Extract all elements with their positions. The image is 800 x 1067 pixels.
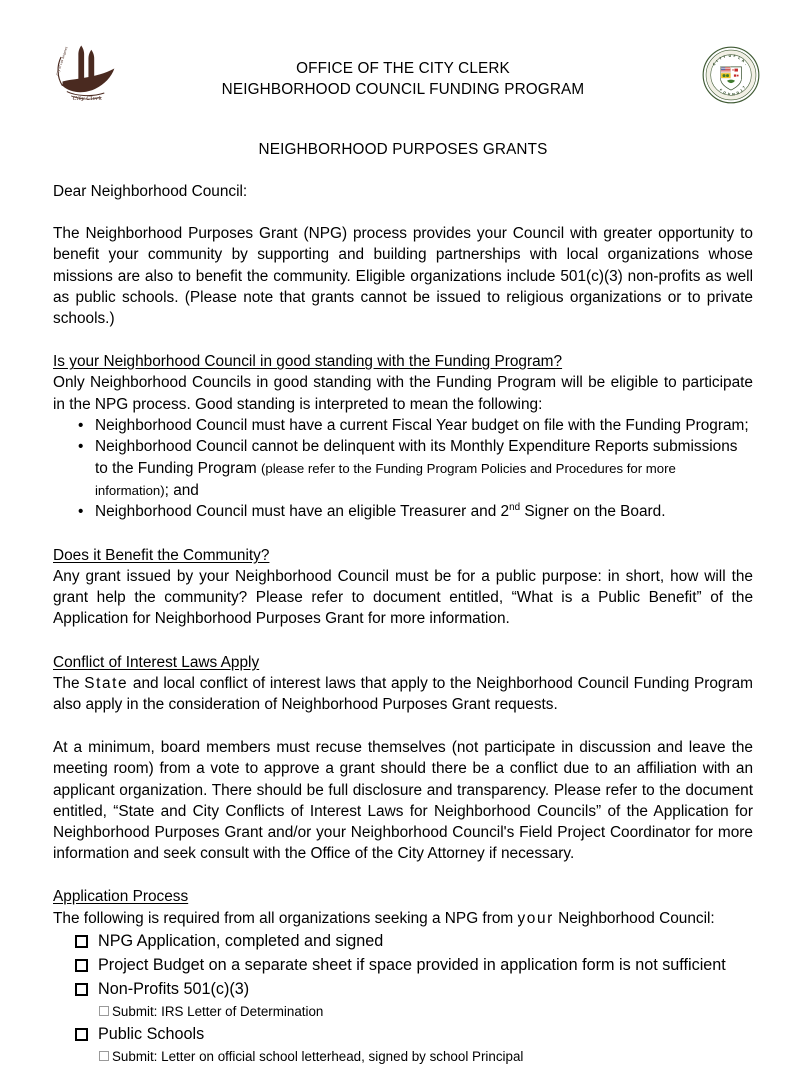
bullet-text-before-superscript: Neighborhood Council must have an eligible Treasurer and 2 [95, 503, 510, 521]
checklist-item[interactable] [53, 929, 753, 953]
bullet-text-parenthetical: (please refer to the Funding Program Policies and Procedures for more information) [95, 461, 676, 498]
svg-text:1: 1 [739, 88, 744, 93]
document-header [53, 0, 753, 108]
bullet-text-after-superscript: Signer on the Board. [520, 503, 666, 521]
checkbox-icon[interactable] [75, 1028, 88, 1041]
intro-paragraph: The Neighborhood Purposes Grant (NPG) process provides your Council with greater opportunity to benefit your community by supporting and building partnerships with local organizations whose missions are also to benefit the community. Eligible organizations include 501(c)(3) non-profits as well as public schools. (Please note that grants cannot be issued to religious organizations or to private schools.) [53, 225, 753, 328]
checklist-item[interactable] [53, 1022, 753, 1046]
svg-text:T: T [718, 56, 723, 61]
svg-text:F: F [733, 54, 736, 59]
application-body-before: The following is required from all organizations seeking a NPG from [53, 909, 518, 927]
section-body-application-process [53, 908, 753, 929]
bullet-text: Neighborhood Council must have a current Fiscal Year budget on file with the Funding Program; [95, 416, 749, 434]
section-body-conflict-of-interest [53, 673, 753, 715]
section-heading-benefit-community-text: Does it Benefit the Community? [53, 546, 270, 564]
section-body-conflict-of-interest-recusal: At a minimum, board members must recuse themselves (not participate in discussion and leave the meeting room) from a vote to approve a grant should there be a conflict due to an affiliation with an applicant organization. There should be full disclosure and transparency. Please refer to the document entitled, “State and City Conflicts of Interest Laws for Neighborhood Councils” of the Application for Neighborhood Purposes Grant and/or your Neighborhood Council's Field Project Coordinator for more information and seek consult with the Office of the City Attorney if necessary. [53, 739, 753, 863]
section-body-good-standing: Only Neighborhood Councils in good standing with the Funding Program will be eligible to participate in the NPG process. Good standing is interpreted to mean the following: [53, 374, 753, 413]
section-heading-conflict-of-interest [53, 652, 753, 673]
svg-text:O: O [722, 90, 727, 96]
svg-text:L: L [737, 55, 741, 61]
checklist-item-label: NPG Application, completed and signed [98, 931, 384, 950]
header-title-line-1: OFFICE OF THE CITY CLERK [296, 60, 510, 77]
checklist-item-label: Public Schools [98, 1024, 205, 1043]
section-heading-application-process-text: Application Process [53, 888, 189, 906]
checkbox-icon[interactable] [75, 935, 88, 948]
checklist-sub-item[interactable] [53, 1046, 753, 1067]
svg-text:A: A [740, 58, 746, 64]
bullet-dot-icon: • [78, 503, 84, 521]
bullet-dot-icon: • [78, 438, 84, 456]
checkbox-icon[interactable] [75, 983, 88, 996]
checklist-sub-item[interactable] [53, 1001, 753, 1022]
application-checklist [53, 929, 753, 1067]
checklist-item-label: Project Budget on a separate sheet if space provided in application form is not sufficient [98, 955, 726, 974]
checklist-sub-item-label: Submit: IRS Letter of Determination [112, 1003, 324, 1019]
document-content [53, 0, 753, 1067]
checkbox-outline-icon[interactable] [99, 1051, 109, 1061]
bullet-item [53, 415, 753, 437]
svg-text:City of Los Angeles: City of Los Angeles [55, 46, 69, 77]
bullet-item [53, 501, 753, 523]
header-title-line-2: NEIGHBORHOOD COUNCIL FUNDING PROGRAM [221, 81, 585, 98]
svg-text:I: I [715, 59, 719, 64]
checklist-item[interactable] [53, 953, 753, 977]
conflict-body-emphasis: State [84, 674, 129, 692]
salutation: Dear Neighborhood Council: [53, 183, 248, 200]
bullet-dot-icon: • [78, 416, 84, 434]
svg-text:U: U [727, 91, 731, 97]
checkbox-outline-icon[interactable] [99, 1006, 109, 1016]
svg-text:7: 7 [741, 85, 747, 90]
application-body-emphasis: your [517, 909, 554, 927]
section-heading-application-process [53, 886, 753, 907]
good-standing-bullet-list [53, 415, 753, 523]
document-subtitle: NEIGHBORHOOD PURPOSES GRANTS [258, 141, 548, 158]
bullet-item [53, 436, 753, 501]
conflict-body-lead: The [53, 674, 85, 692]
svg-text:D: D [736, 90, 740, 96]
conflict-body-rest: and local conflict of interest laws that apply to the Neighborhood Council Funding Program also apply in the consideration of Neighborhood Purposes Grant requests. [53, 674, 753, 714]
bullet-text-part-2: ; and [164, 481, 199, 499]
bullet-superscript: nd [509, 502, 521, 514]
section-heading-good-standing [53, 351, 753, 372]
application-body-after: Neighborhood Council: [553, 909, 715, 927]
checkbox-icon[interactable] [75, 959, 88, 972]
svg-text:O: O [728, 53, 732, 59]
section-heading-benefit-community [53, 545, 753, 566]
svg-text:.: . [744, 62, 748, 67]
svg-text:F: F [718, 87, 723, 93]
checklist-item[interactable] [53, 977, 753, 1001]
section-body-benefit-community: Any grant issued by your Neighborhood Council must be for a public purpose: in short, how will the grant help the community? Please refer to document entitled, “What is a Public Benefit” of the Application for Neighborhood Purposes Grant for more information. [53, 568, 753, 628]
bullet-text-part-1: Neighborhood Council cannot be delinquent with its Monthly Expenditure Reports submissions to the Funding Program [95, 438, 738, 478]
svg-text:N: N [732, 92, 735, 97]
section-heading-conflict-of-interest-text: Conflict of Interest Laws Apply [53, 653, 260, 671]
checklist-sub-item-label: Submit: Letter on official school letterhead, signed by school Principal [112, 1048, 524, 1064]
svg-text:C: C [711, 62, 717, 67]
svg-text:City Clerk: City Clerk [72, 96, 103, 103]
svg-text:Y: Y [722, 54, 726, 60]
header-title-block [53, 55, 753, 103]
section-heading-good-standing-text: Is your Neighborhood Council in good standing with the Funding Program? [53, 353, 563, 371]
checklist-item-label: Non-Profits 501(c)(3) [98, 979, 250, 998]
